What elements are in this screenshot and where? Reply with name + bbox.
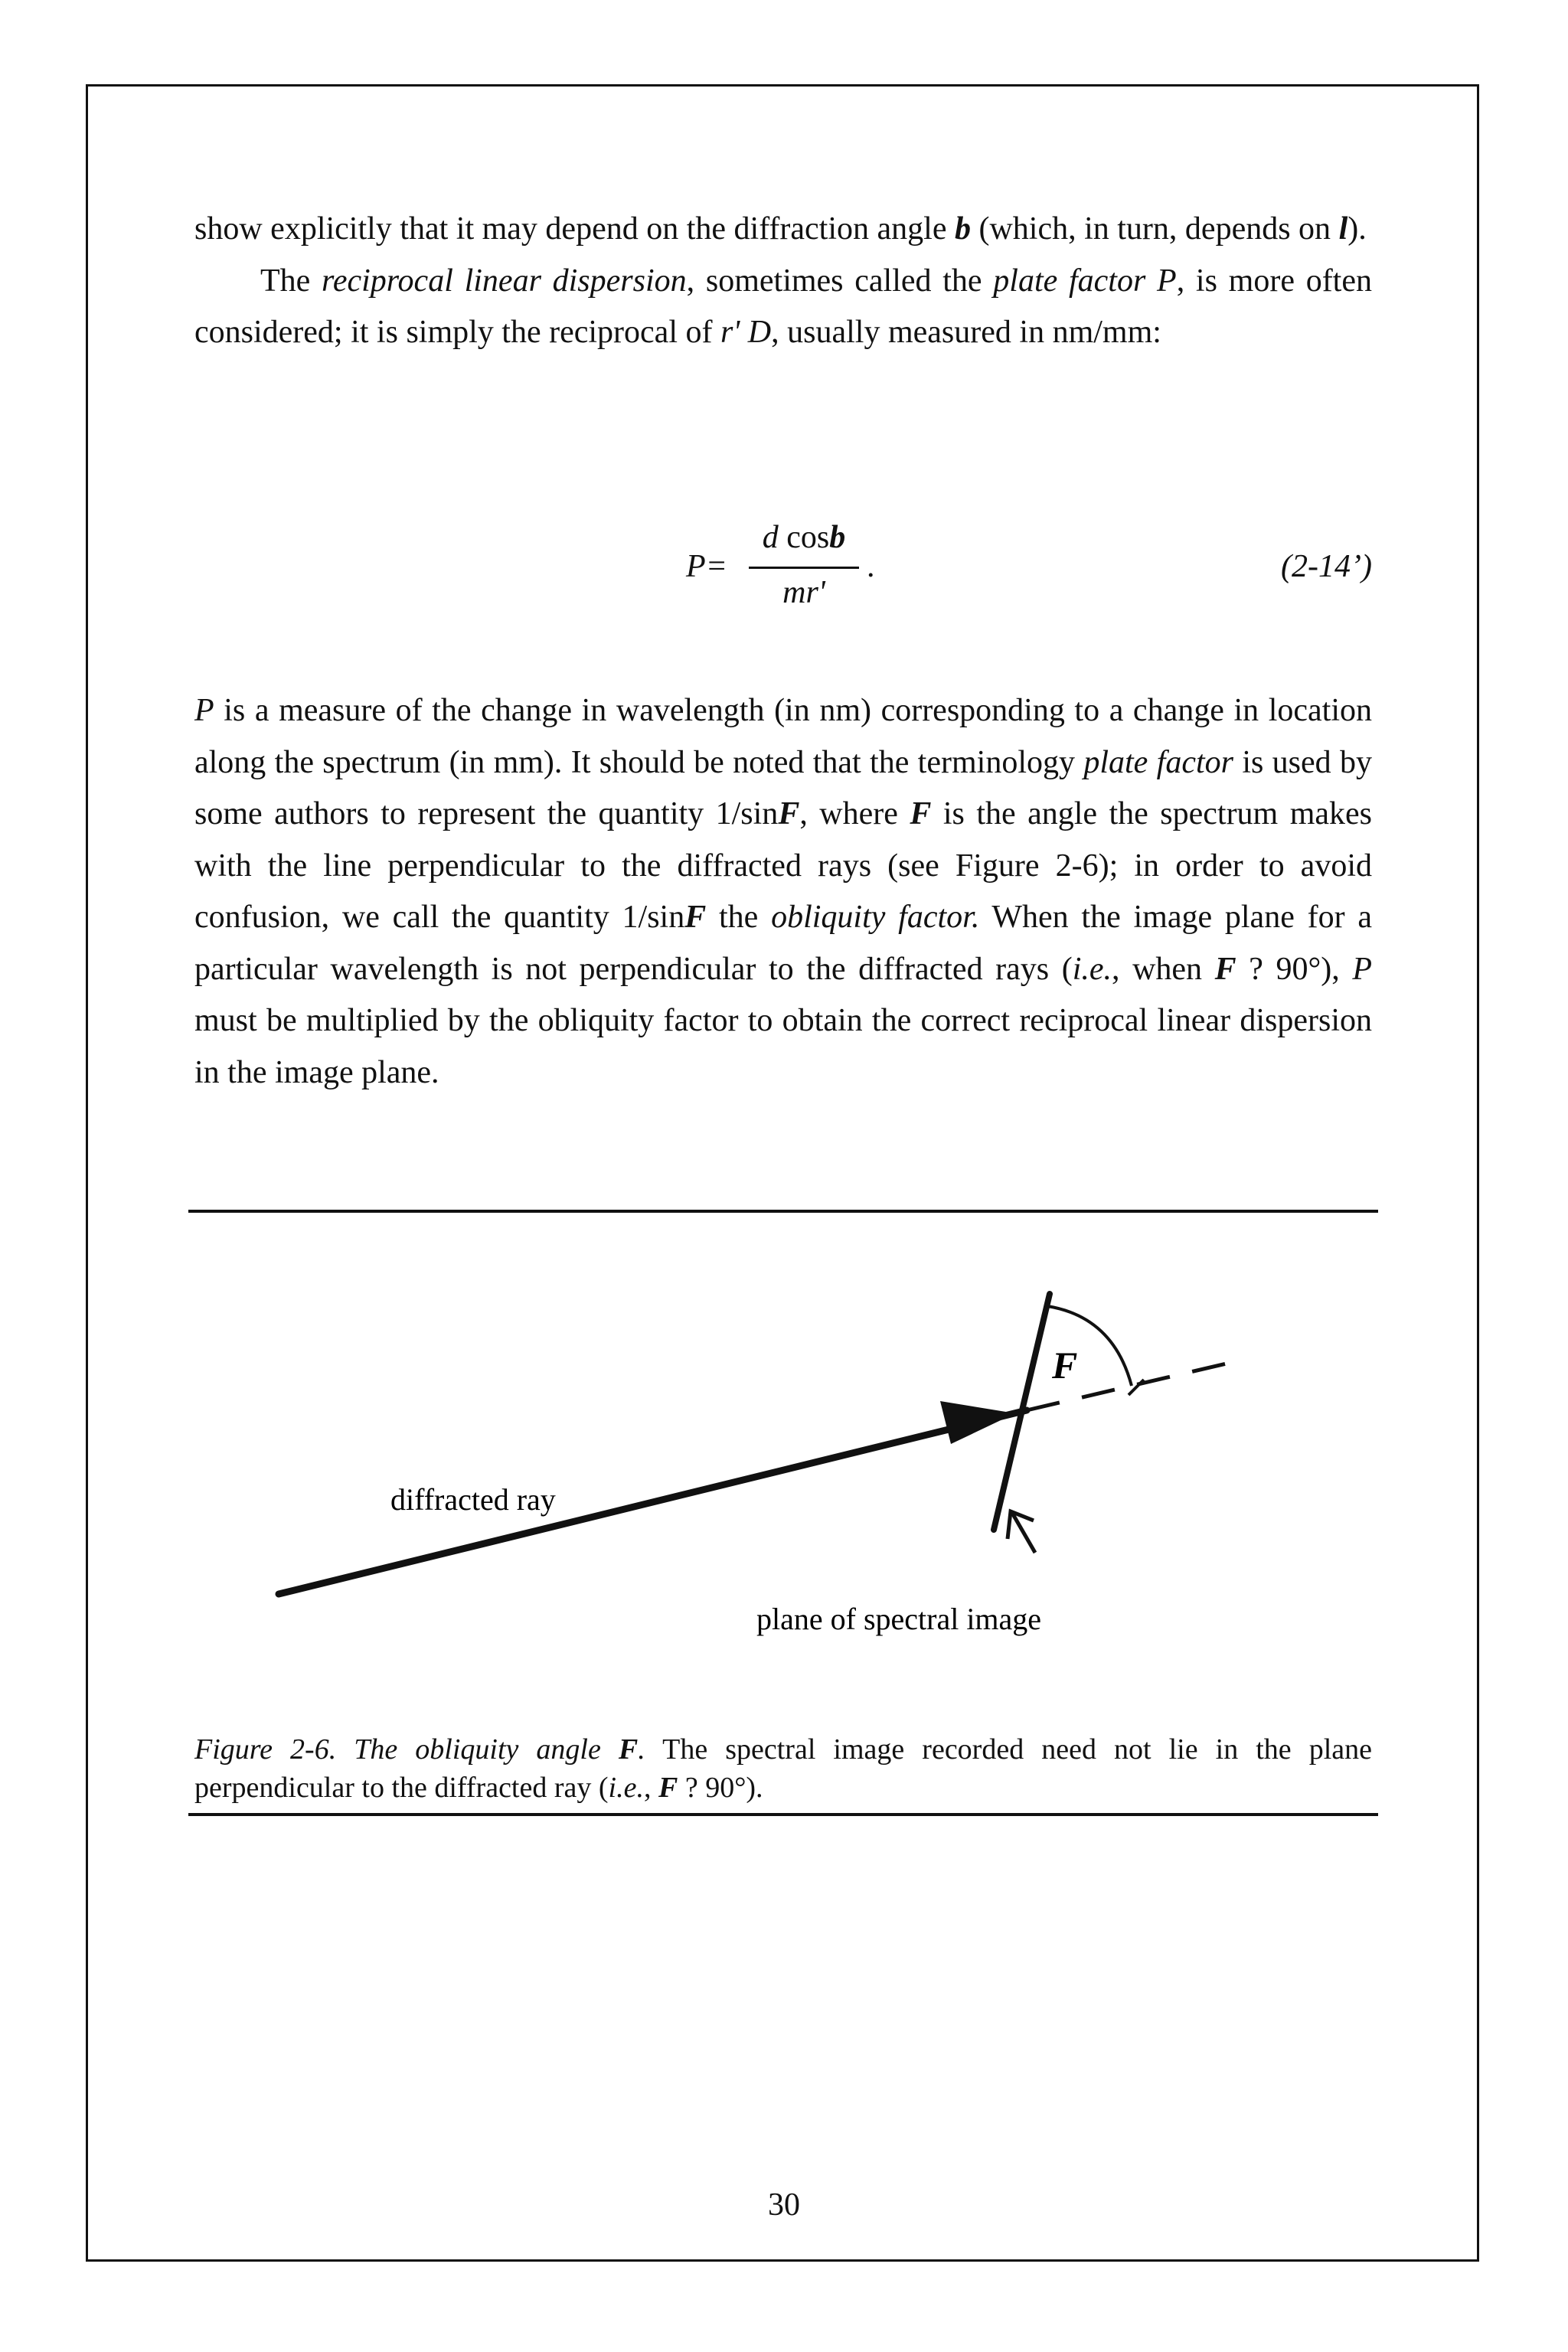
figure-bottom-rule: [188, 1813, 1378, 1816]
ray-arrowhead: [940, 1401, 1015, 1444]
caption-c3: .: [638, 1733, 645, 1766]
p1-text-d: ).: [1348, 211, 1367, 247]
numerator-beta: b: [829, 520, 846, 555]
caption-c1: Figure 2-6. The obliquity angle: [194, 1733, 619, 1766]
equation-numerator: [749, 519, 859, 556]
caption-c6: ,: [643, 1772, 658, 1804]
p3-phi-1: F: [778, 796, 800, 831]
p2-text-d: , usually measured in nm/mm:: [771, 315, 1161, 350]
term-plate-factor: plate factor P: [993, 263, 1177, 299]
r-prime-d: r' D: [720, 315, 772, 350]
caption-ie: i.e.: [608, 1772, 644, 1804]
caption-phi-1: F: [618, 1733, 639, 1766]
page-number: 30: [768, 2187, 800, 2223]
p3-s14: , when: [1112, 951, 1215, 987]
p3-s6: , where: [799, 796, 910, 831]
angle-label: F: [1052, 1344, 1078, 1387]
numerator-d: d: [762, 520, 779, 555]
equation-period: .: [867, 549, 875, 584]
p3-s8: is the angle the spectrum makes with the line perpendicular to the diffracted rays (see Figure 2-6); in order to avoid confusion, we call the quantity 1/sin: [194, 796, 1372, 935]
paragraph-3-block: [194, 685, 1372, 1099]
p3-s4: is used by some authors to represent the quantity 1/sin: [194, 744, 1372, 831]
p3-phi-2: F: [910, 796, 932, 831]
numerator-cos: cos: [778, 520, 830, 555]
equation-lhs: P=: [686, 549, 727, 584]
equation-number: (2-14’): [1281, 549, 1372, 584]
p2-text-a: The: [260, 263, 322, 299]
p3-s18: must be multiplied by the obliquity factor to obtain the correct reciprocal linear dispersion in the image plane.: [194, 1003, 1372, 1090]
p3-s17: P: [1352, 951, 1372, 987]
equation-2-14-prime: [194, 519, 1372, 619]
equation-denominator: mr': [782, 575, 825, 610]
p3-phi-3: F: [684, 900, 707, 935]
p3-phi-4: F: [1214, 951, 1236, 987]
p2-text-b: , sometimes called the: [686, 263, 994, 299]
figure-top-rule: [188, 1210, 1378, 1213]
paragraph-2: [194, 256, 1372, 359]
image-plane-label: plane of spectral image: [756, 1602, 1042, 1636]
p3-s10: the: [706, 900, 772, 935]
caption-phi-2: F: [658, 1772, 678, 1804]
p3-term-obliquity-factor: obliquity factor.: [771, 900, 980, 935]
p3-ie: i.e.: [1072, 951, 1112, 987]
paragraph-1: [194, 204, 1372, 256]
page-frame: [86, 84, 1479, 2262]
term-reciprocal-linear-dispersion: reciprocal linear dispersion: [322, 263, 687, 299]
equation-fraction: [749, 519, 1070, 619]
p3-term-plate-factor: plate factor: [1083, 744, 1233, 780]
paragraph-3: [194, 685, 1372, 1099]
p3-s12: When the image plane for a particular wavelength is not perpendicular to the diffracted rays (: [194, 900, 1372, 987]
p3-s16: ? 90°),: [1236, 951, 1353, 987]
diffracted-ray-label: diffracted ray: [390, 1482, 556, 1517]
beta-symbol: b: [954, 211, 971, 247]
caption-c4: The spectral image recorded need not lie in the plane perpendicular to the diffracted ray (: [194, 1733, 1372, 1804]
paragraph-1-block: [194, 204, 1372, 359]
caption-c8: ? 90°).: [678, 1772, 763, 1804]
p2-text-c: , is more often considered; it is simply the reciprocal of: [194, 263, 1372, 350]
p1-text-a: show explicitly that it may depend on the diffraction angle: [194, 211, 955, 247]
p3-s1: P: [194, 693, 214, 728]
obliquity-diagram: [188, 1225, 1378, 1654]
fraction-bar: [749, 567, 859, 569]
p1-text-c: (which, in turn, depends on: [970, 211, 1339, 247]
p3-s2: is a measure of the change in wavelength (in nm) corresponding to a change in location along the spectrum (in mm). It should be noted that the terminology: [194, 693, 1372, 780]
lambda-symbol: l: [1338, 211, 1348, 247]
figure-caption: [194, 1730, 1372, 1807]
